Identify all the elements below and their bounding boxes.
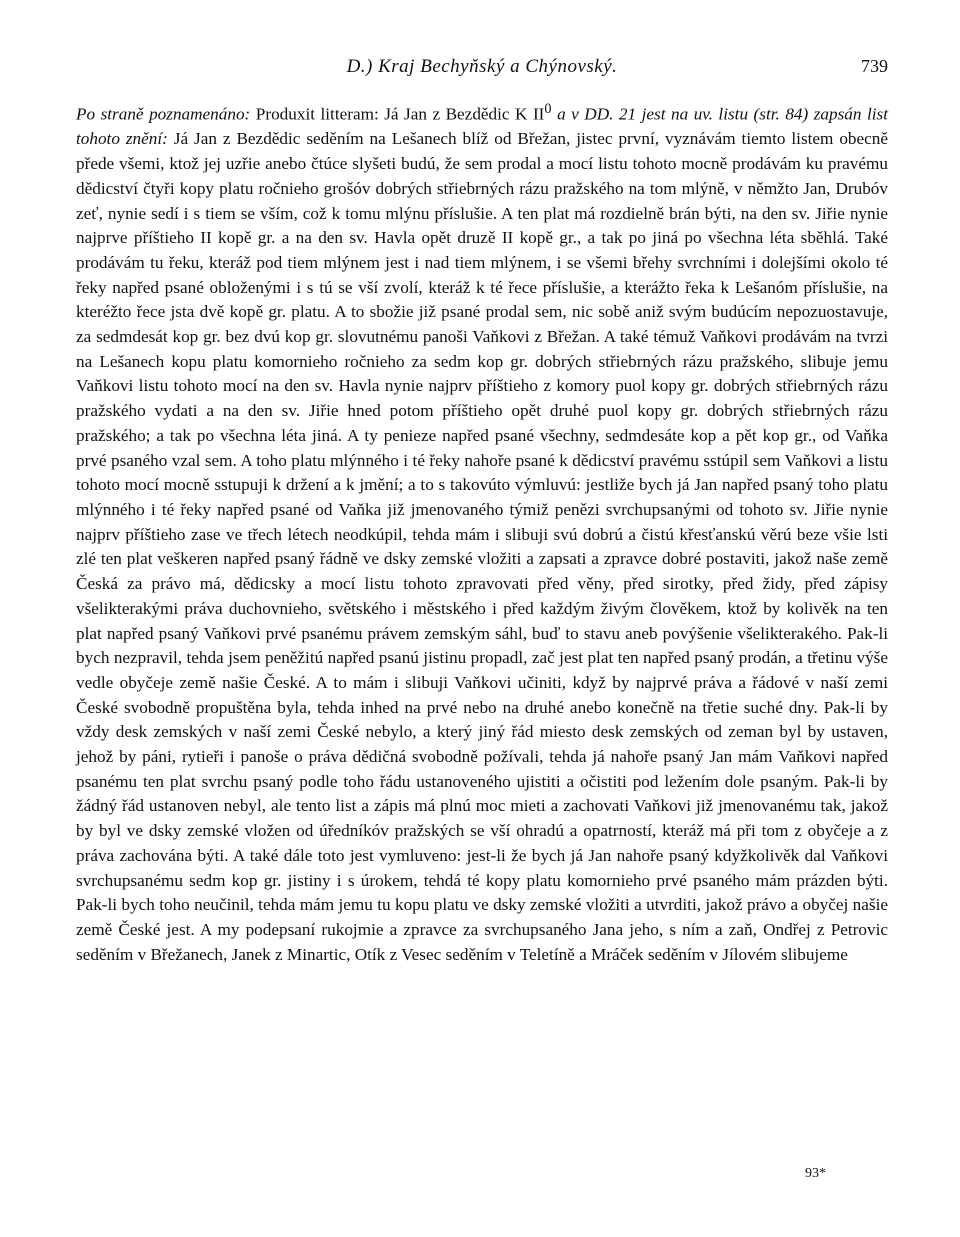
body-paragraph bbox=[76, 97, 888, 967]
note-superscript: 0 bbox=[544, 101, 552, 117]
charter-text: Já Jan z Bezdědic seděním na Lešanech blíž od Břežan, jistec první, vyznávám tiemto listem obecně přede všemi, ktož jej uzřie anebo čtúce slyšeti budú, že sem prodal a mocí listu tohoto mocně prodávám ku pravému dědicství čtyři kopy platu ročnieho grošóv dobrých střiebrných rázu pražského na tom mlýně, v němžto Jan, Drubóv zeť, nynie sedí i s tiem se vším, což k tomu mlýnu příslušie. A ten plat má rozdielně brán býti, na den sv. Jiřie nynie najprve příštieho II kopě gr. a na den sv. Havla opět druzě II kopě gr., a tak po jiná po všechna léta sběhlá. Také prodávám tu řeku, kteráž pod tiem mlýnem jest i nad tiem mlýnem, i se všemi břehy svrchními i dolejšími okolo té řeky napřed psané obloženými i s tú se vší zvolí, kteráž k té řece příslušie, a kterážto řeka k Lešanóm příslušie, na kteréžto řece jsta dvě kopě gr. platu. A to sbožie již psané prodal sem, nic sobě aniž svým budúcím nepozuostavuje, za sedmdesát kop gr. bez dvú kop gr. slovutnému panoši Vaňkovi z Břežan. A také témuž Vaňkovi prodávám na tvrzi na Lešanech kopu platu komornieho ročnieho za sedm kop gr. dobrých střiebrných rázu pražského, slibuje jemu Vaňkovi listu tohoto mocí na den sv. Havla nynie najprv příštieho z komory puol kopy gr. dobrých střiebrných rázu pražského vydati a na den sv. Jiřie hned potom příštieho opět druhé puol kopy gr. dobrých střiebrných rázu pražského; a tak po všechna léta jiná. A ty penieze napřed psané všechny, sedmdesáte kop a pět kop gr., od Vaňka prvé psaného vzal sem. A toho platu mlýnného i té řeky nahoře psané k dědicství pravému sstúpil sem Vaňkovi a listu tohoto mocí mocně sstupuji k držení a k jmění; a to s takovúto výmluvú: jestliže bych já Jan napřed psaný toho platu mlýnného i té řeky napřed psané od Vaňka již jmenovaného týmiž penězi svrchupsanými od tohoto sv. Jiřie nynie najprv příštieho zase ve třech létech neodkúpil, tehda mám i slibuji svú dobrú a čistú křesťanskú věrú beze všie lsti zlé ten plat veškeren napřed psaný řádně ve dsky zemské vložiti a zapsati a zpravce dobré postaviti, jakož naše země Česká za právo má, dědicsky a mocí listu tohoto zpravovati před věny, před sirotky, před židy, před zápisy všelikterakými práva duchovnieho, světského i městského i před každým živým člověkem, ktož by kolivěk na ten plat napřed psaný Vaňkovi prvé psanému právem zemským sáhl, buď to stavu aneb povýšenie všelikterakého. Pak-li bych nezpravil, tehda jsem peněžitú napřed psanú jistinu propadl, zač jest plat ten napřed psaný prodán, a třetinu výše vedle obyčeje země našie České. A to mám i slibuji Vaňkovi učiniti, když by najprvé práva a řádové v naší zemi České svobodně propuštěna byla, tehda inhed na prvé nebo na druhé anebo konečně na třetie suché dny. Pak-li by vždy desk zemských v naší zemi České nebylo, a který jiný řád miesto desk zemských od zeman byl by ustaven, jehož by páni, rytieři i panoše o práva dědičná svobodně požívali, tehda já nahoře psaný Jan mám Vaňkovi napřed psanému ten plat svrchu psaný podle toho řádu ustanoveného ujistiti a očistiti pod ležením dole psaným. Pak-li by žádný řád ustanoven nebyl, ale tento list a zápis má plnú moc mieti a zachovati Vaňkovi již jmenovanému tak, jakož by byl ve dsky zemské vložen od úředníkóv pražských se vší ohradú a opatrností, kteráž má při tom z obyčeje a z práva zachována býti. A také dále toto jest vymluveno: jest-li že bych já Jan nahoře psaný kdyžkolivěk dal Vaňkovi svrchupsanému sedm kop gr. jistiny i s úrokem, tehdá té kopy platu komornieho prvé psaného mám prázden býti. Pak-li bych toho neučinil, tehda mám jemu tu kopu platu ve dsky zemské vložiti a utvrditi, jakož právo a obyčej našie země České jest. A my podepsaní rukojmie a zpravce za svrchupsaného Jana jeho, s ním a zaň, Ondřej z Petrovic seděním v Břežanech, Janek z Minartic, Otík z Vesec seděním v Teletíně a Mráček seděním v Jílovém slibujeme bbox=[76, 129, 889, 964]
page-header bbox=[76, 56, 888, 86]
note-label: Po straně poznamenáno: bbox=[76, 104, 251, 124]
page-number: 739 bbox=[861, 56, 888, 76]
note-text: Produxit litteram: Já Jan z Bezdědic K II bbox=[250, 104, 545, 124]
note-reference: a v DD. 21 jest na uv. listu (str. 84) zapsán list tohoto znění: bbox=[76, 104, 889, 149]
printer-signature: 93* bbox=[805, 1166, 826, 1181]
running-title: D.) Kraj Bechyňský a Chýnovský. bbox=[346, 56, 618, 77]
